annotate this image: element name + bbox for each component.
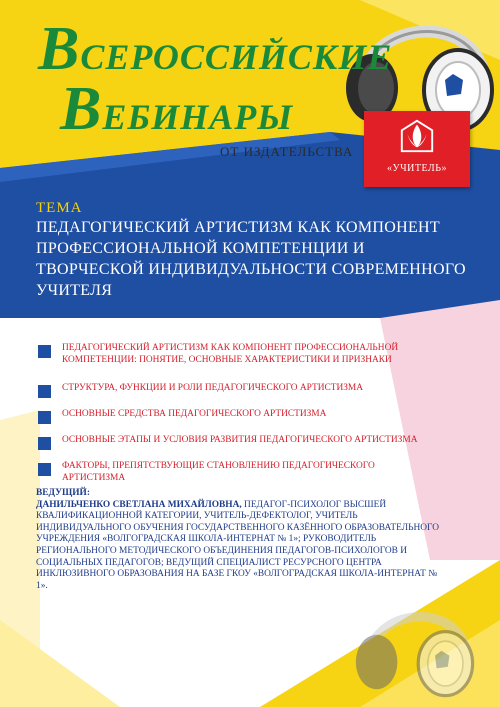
title-line-1 — [38, 15, 393, 83]
title-line-2 — [60, 75, 294, 143]
square-bullet-icon — [38, 411, 51, 424]
list-item — [38, 383, 438, 409]
headset-icon — [330, 590, 500, 707]
list-item-text: СТРУКТУРА, ФУНКЦИИ И РОЛИ ПЕДАГОГИЧЕСКОГО АРТИСТИЗМА — [62, 383, 364, 393]
presenter-bio: ПЕДАГОГ-ПСИХОЛОГ ВЫСШЕЙ КВАЛИФИКАЦИОННОЙ КАТЕГОРИИ, УЧИТЕЛЬ-ДЕФЕКТОЛОГ, УЧИТЕЛЬ ИНДИВИДУАЛЬНОГО ОБУЧЕНИЯ ГОСУДАРСТВЕННОГО КАЗЁННОГО ОБРАЗОВАТЕЛЬНОГО УЧРЕЖДЕНИЯ «ВОЛГОГРАДСКАЯ ШКОЛА-ИНТЕРНАТ № 1»; РУКОВОДИТЕЛЬ РЕГИОНАЛЬНОГО МЕТОДИЧЕСКОГО ОБЪЕДИНЕНИЯ ПЕДАГОГОВ-ПСИХОЛОГОВ И СОЦИАЛЬНЫХ ПЕДАГОГОВ; ВЕДУЩИЙ СПЕЦИАЛИСТ РЕСУРСНОГО ЦЕНТРА ИНКЛЮЗИВНОГО ОБРАЗОВАНИЯ НА БАЗЕ ГКОУ «ВОЛГОГРАДСКАЯ ШКОЛА-ИНТЕРНАТ № 1». — [36, 499, 439, 591]
title-capital: В — [60, 75, 103, 143]
publisher-emblem-icon — [398, 117, 436, 155]
square-bullet-icon — [38, 463, 51, 476]
publisher-logo — [364, 111, 470, 187]
presenter-block — [36, 488, 448, 592]
list-item — [38, 409, 438, 435]
list-item-text: ПЕДАГОГИЧЕСКИЙ АРТИСТИЗМ КАК КОМПОНЕНТ ПРОФЕССИОНАЛЬНОЙ КОМПЕТЕНЦИИ: ПОНЯТИЕ, ОСНОВНЫЕ ХАРАКТЕРИСТИКИ И ПРИЗНАКИ — [62, 343, 399, 365]
square-bullet-icon — [38, 437, 51, 450]
program-list — [38, 343, 438, 485]
presenter-heading: ВЕДУЩИЙ: — [36, 488, 90, 498]
list-item-text: ФАКТОРЫ, ПРЕПЯТСТВУЮЩИЕ СТАНОВЛЕНИЮ ПЕДАГОГИЧЕСКОГО АРТИСТИЗМА — [62, 461, 375, 483]
list-item-text: ОСНОВНЫЕ ЭТАПЫ И УСЛОВИЯ РАЗВИТИЯ ПЕДАГОГИЧЕСКОГО АРТИСТИЗМА — [62, 435, 418, 445]
square-bullet-icon — [38, 385, 51, 398]
list-item — [38, 435, 438, 461]
publisher-logo-text: «УЧИТЕЛЬ» — [387, 163, 447, 174]
publisher-prefix: ОТ ИЗДАТЕЛЬСТВА — [220, 144, 354, 159]
list-item-text: ОСНОВНЫЕ СРЕДСТВА ПЕДАГОГИЧЕСКОГО АРТИСТИЗМА — [62, 409, 327, 419]
title-rest: ЕБИНАРЫ — [102, 97, 294, 137]
square-bullet-icon — [38, 345, 51, 358]
title-rest: СЕРОССИЙСКИЕ — [80, 37, 393, 77]
topic-label: ТЕМА — [36, 200, 83, 216]
topic-title: ПЕДАГОГИЧЕСКИЙ АРТИСТИЗМ КАК КОМПОНЕНТ ПРОФЕССИОНАЛЬНОЙ КОМПЕТЕНЦИИ И ТВОРЧЕСКОЙ ИНДИВИДУАЛЬНОСТИ СОВРЕМЕННОГО УЧИТЕЛЯ — [36, 219, 466, 299]
list-item — [38, 461, 438, 485]
title-capital: В — [38, 15, 81, 83]
presenter-name: ДАНИЛЬЧЕНКО СВЕТЛАНА МИХАЙЛОВНА, — [36, 499, 242, 510]
list-item — [38, 343, 438, 383]
